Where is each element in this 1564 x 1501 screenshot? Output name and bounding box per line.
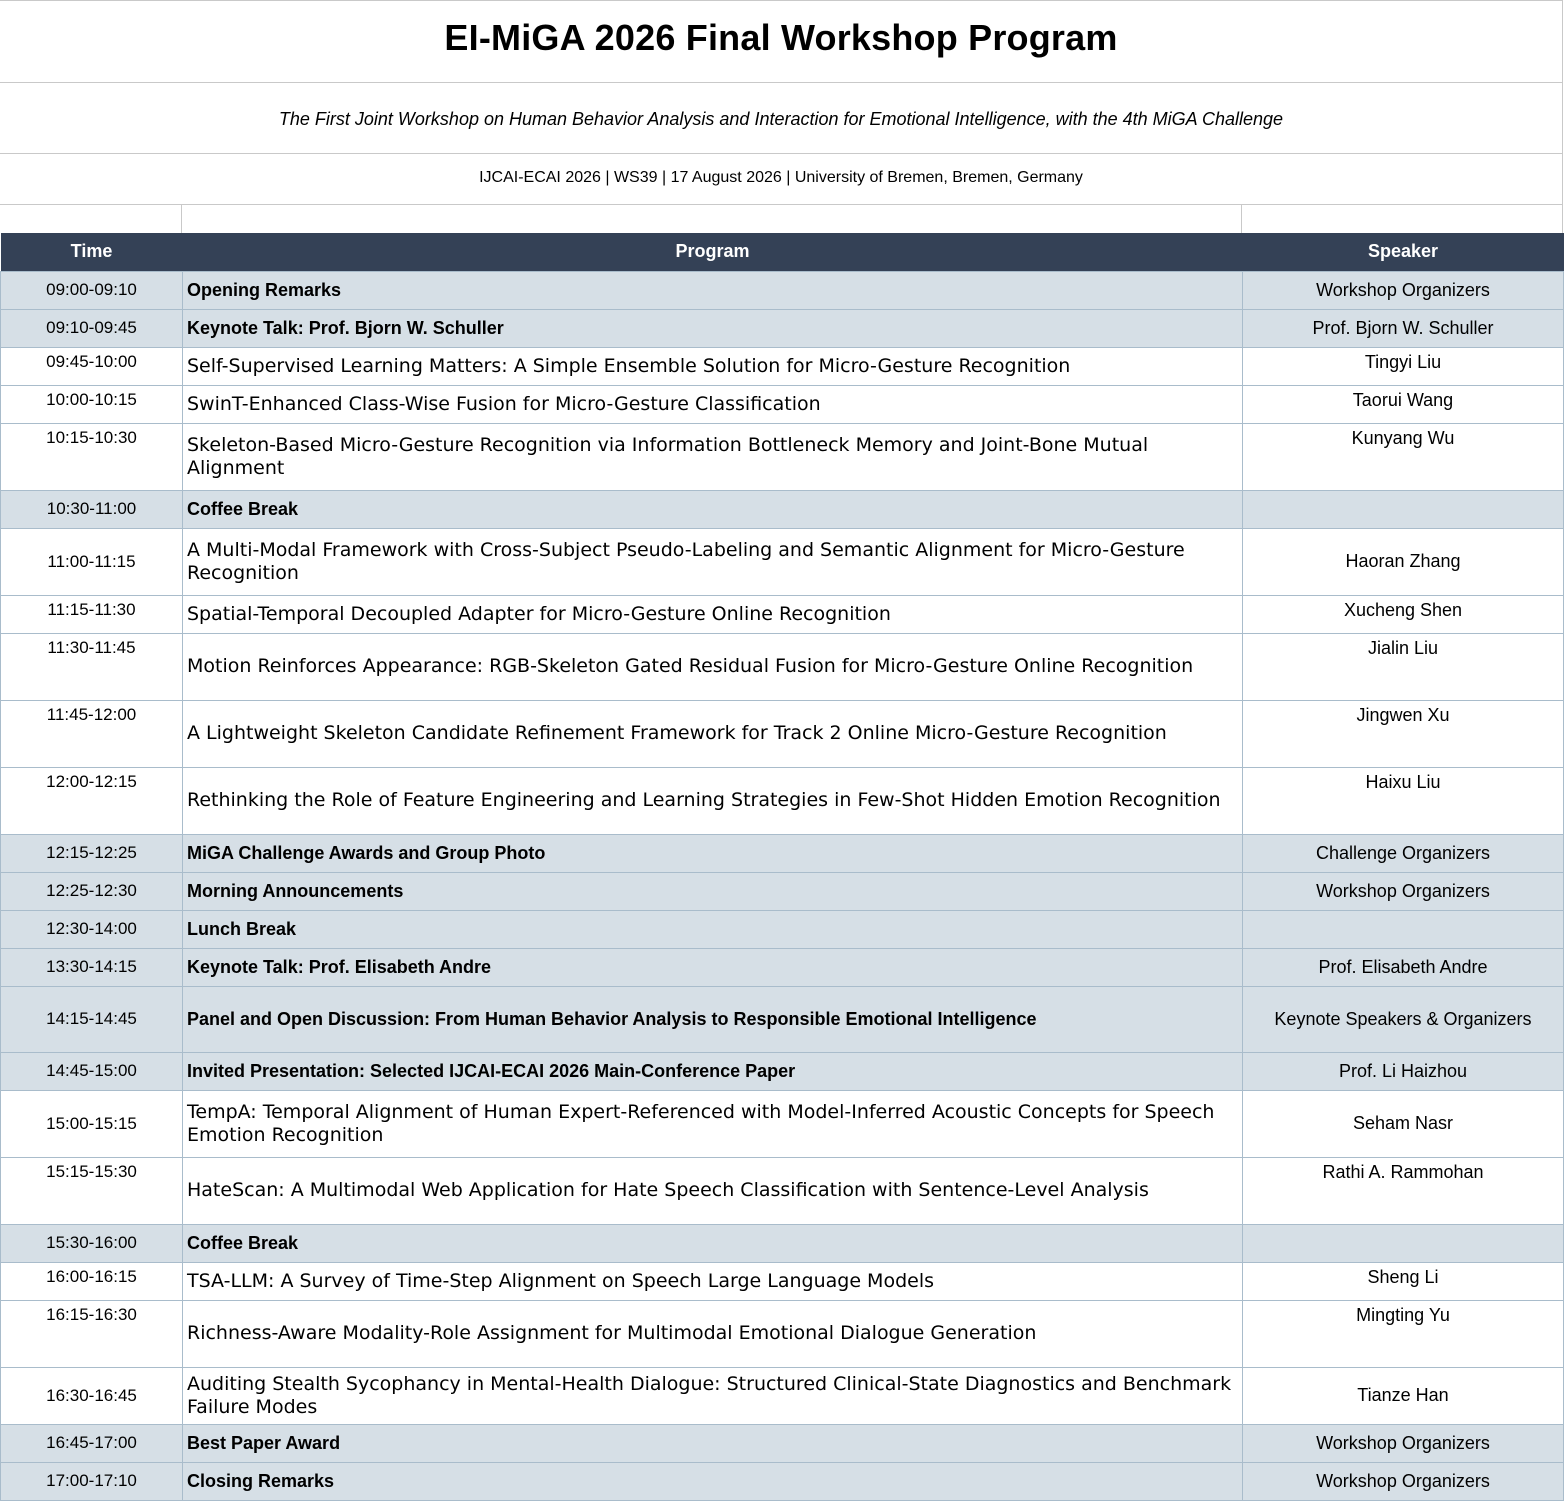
program-cell: HateScan: A Multimodal Web Application for Hate Speech Classification with Sentence-Level Analysis [183, 1157, 1243, 1224]
time-cell: 12:25-12:30 [1, 872, 183, 910]
table-row [1, 1462, 1564, 1500]
page-subtitle: The First Joint Workshop on Human Behavior Analysis and Interaction for Emotional Intelligence, with the 4th MiGA Challenge [278, 108, 1284, 129]
program-cell: Invited Presentation: Selected IJCAI-ECAI 2026 Main-Conference Paper [183, 1052, 1243, 1090]
speaker-cell: Seham Nasr [1243, 1090, 1564, 1157]
column-header-time: Time [70, 241, 113, 262]
time-cell: 16:45-17:00 [1, 1424, 183, 1462]
info-band [0, 154, 1563, 205]
speaker-cell: Prof. Bjorn W. Schuller [1243, 309, 1564, 347]
time-cell: 13:30-14:15 [1, 948, 183, 986]
program-cell: Opening Remarks [183, 271, 1243, 309]
program-table-body [1, 271, 1564, 1500]
speaker-cell: Kunyang Wu [1243, 423, 1564, 490]
speaker-cell: Tianze Han [1243, 1367, 1564, 1424]
time-cell: 09:45-10:00 [1, 347, 183, 385]
page-title: EI-MiGA 2026 Final Workshop Program [444, 16, 1118, 58]
table-row [1, 948, 1564, 986]
time-cell: 14:15-14:45 [1, 986, 183, 1052]
table-row [1, 347, 1564, 385]
program-cell: Keynote Talk: Prof. Elisabeth Andre [183, 948, 1243, 986]
time-cell: 11:30-11:45 [1, 633, 183, 700]
speaker-cell [1243, 910, 1564, 948]
speaker-cell: Mingting Yu [1243, 1300, 1564, 1367]
time-cell: 10:00-10:15 [1, 385, 183, 423]
program-cell: Lunch Break [183, 910, 1243, 948]
column-header-speaker: Speaker [1367, 241, 1439, 262]
table-row [1, 910, 1564, 948]
table-row [1, 271, 1564, 309]
time-cell: 11:15-11:30 [1, 595, 183, 633]
program-cell: Panel and Open Discussion: From Human Behavior Analysis to Responsible Emotional Intelligence [183, 986, 1243, 1052]
program-cell: TempA: Temporal Alignment of Human Expert-Referenced with Model-Inferred Acoustic Concepts for Speech Emotion Recognition [183, 1090, 1243, 1157]
program-cell: Keynote Talk: Prof. Bjorn W. Schuller [183, 309, 1243, 347]
speaker-cell: Workshop Organizers [1243, 1424, 1564, 1462]
program-cell: Self-Supervised Learning Matters: A Simple Ensemble Solution for Micro-Gesture Recognition [183, 347, 1243, 385]
time-cell: 11:00-11:15 [1, 528, 183, 595]
time-cell: 15:30-16:00 [1, 1224, 183, 1262]
speaker-cell: Prof. Elisabeth Andre [1243, 948, 1564, 986]
title-band [0, 0, 1563, 83]
time-cell: 09:00-09:10 [1, 271, 183, 309]
table-header-row [1, 233, 1564, 271]
table-row [1, 423, 1564, 490]
table-row [1, 1052, 1564, 1090]
event-info: IJCAI-ECAI 2026 | WS39 | 17 August 2026 | University of Bremen, Bremen, Germany [479, 168, 1083, 186]
program-cell: Best Paper Award [183, 1424, 1243, 1462]
speaker-cell [1243, 490, 1564, 528]
program-cell: SwinT-Enhanced Class-Wise Fusion for Micro-Gesture Classification [183, 385, 1243, 423]
speaker-cell: Xucheng Shen [1243, 595, 1564, 633]
speaker-cell: Challenge Organizers [1243, 834, 1564, 872]
program-cell: A Lightweight Skeleton Candidate Refinement Framework for Track 2 Online Micro-Gesture Recognition [183, 700, 1243, 767]
program-cell: TSA-LLM: A Survey of Time-Step Alignment on Speech Large Language Models [183, 1262, 1243, 1300]
program-cell: MiGA Challenge Awards and Group Photo [183, 834, 1243, 872]
speaker-cell: Jialin Liu [1243, 633, 1564, 700]
spacer-cell [1242, 205, 1562, 233]
speaker-cell [1243, 1224, 1564, 1262]
table-row [1, 633, 1564, 700]
table-row [1, 309, 1564, 347]
speaker-cell: Workshop Organizers [1243, 1462, 1564, 1500]
speaker-cell: Jingwen Xu [1243, 700, 1564, 767]
time-cell: 17:00-17:10 [1, 1462, 183, 1500]
program-cell: Auditing Stealth Sycophancy in Mental-Health Dialogue: Structured Clinical-State Diagnostics and Benchmark Failure Modes [183, 1367, 1243, 1424]
subtitle-band [0, 83, 1563, 154]
column-header-program: Program [675, 241, 750, 262]
table-row [1, 490, 1564, 528]
time-cell: 15:00-15:15 [1, 1090, 183, 1157]
time-cell: 16:30-16:45 [1, 1367, 183, 1424]
table-row [1, 1224, 1564, 1262]
table-row [1, 767, 1564, 834]
time-cell: 10:15-10:30 [1, 423, 183, 490]
program-cell: Morning Announcements [183, 872, 1243, 910]
spacer-cell [0, 205, 182, 233]
time-cell: 11:45-12:00 [1, 700, 183, 767]
table-row [1, 834, 1564, 872]
table-row [1, 1367, 1564, 1424]
program-cell: Coffee Break [183, 490, 1243, 528]
speaker-cell: Keynote Speakers & Organizers [1243, 986, 1564, 1052]
spacer-row [0, 205, 1563, 233]
speaker-cell: Workshop Organizers [1243, 872, 1564, 910]
table-row [1, 872, 1564, 910]
spacer-cell [182, 205, 1242, 233]
table-row [1, 528, 1564, 595]
time-cell: 14:45-15:00 [1, 1052, 183, 1090]
program-cell: Richness-Aware Modality-Role Assignment for Multimodal Emotional Dialogue Generation [183, 1300, 1243, 1367]
time-cell: 12:30-14:00 [1, 910, 183, 948]
program-cell: A Multi-Modal Framework with Cross-Subject Pseudo-Labeling and Semantic Alignment for Micro-Gesture Recognition [183, 528, 1243, 595]
program-cell: Skeleton-Based Micro-Gesture Recognition via Information Bottleneck Memory and Joint-Bone Mutual Alignment [183, 423, 1243, 490]
program-cell: Coffee Break [183, 1224, 1243, 1262]
time-cell: 16:00-16:15 [1, 1262, 183, 1300]
table-row [1, 1424, 1564, 1462]
table-row [1, 385, 1564, 423]
table-row [1, 1300, 1564, 1367]
program-cell: Motion Reinforces Appearance: RGB-Skeleton Gated Residual Fusion for Micro-Gesture Online Recognition [183, 633, 1243, 700]
table-row [1, 1262, 1564, 1300]
program-table [0, 233, 1564, 1501]
time-cell: 15:15-15:30 [1, 1157, 183, 1224]
table-row [1, 1090, 1564, 1157]
time-cell: 09:10-09:45 [1, 309, 183, 347]
speaker-cell: Taorui Wang [1243, 385, 1564, 423]
speaker-cell: Tingyi Liu [1243, 347, 1564, 385]
table-row [1, 1157, 1564, 1224]
speaker-cell: Haoran Zhang [1243, 528, 1564, 595]
time-cell: 12:15-12:25 [1, 834, 183, 872]
speaker-cell: Haixu Liu [1243, 767, 1564, 834]
table-row [1, 986, 1564, 1052]
program-cell: Closing Remarks [183, 1462, 1243, 1500]
time-cell: 10:30-11:00 [1, 490, 183, 528]
speaker-cell: Rathi A. Rammohan [1243, 1157, 1564, 1224]
speaker-cell: Workshop Organizers [1243, 271, 1564, 309]
table-row [1, 700, 1564, 767]
program-cell: Rethinking the Role of Feature Engineering and Learning Strategies in Few-Shot Hidden Emotion Recognition [183, 767, 1243, 834]
speaker-cell: Sheng Li [1243, 1262, 1564, 1300]
table-row [1, 595, 1564, 633]
time-cell: 12:00-12:15 [1, 767, 183, 834]
time-cell: 16:15-16:30 [1, 1300, 183, 1367]
speaker-cell: Prof. Li Haizhou [1243, 1052, 1564, 1090]
program-cell: Spatial-Temporal Decoupled Adapter for Micro-Gesture Online Recognition [183, 595, 1243, 633]
